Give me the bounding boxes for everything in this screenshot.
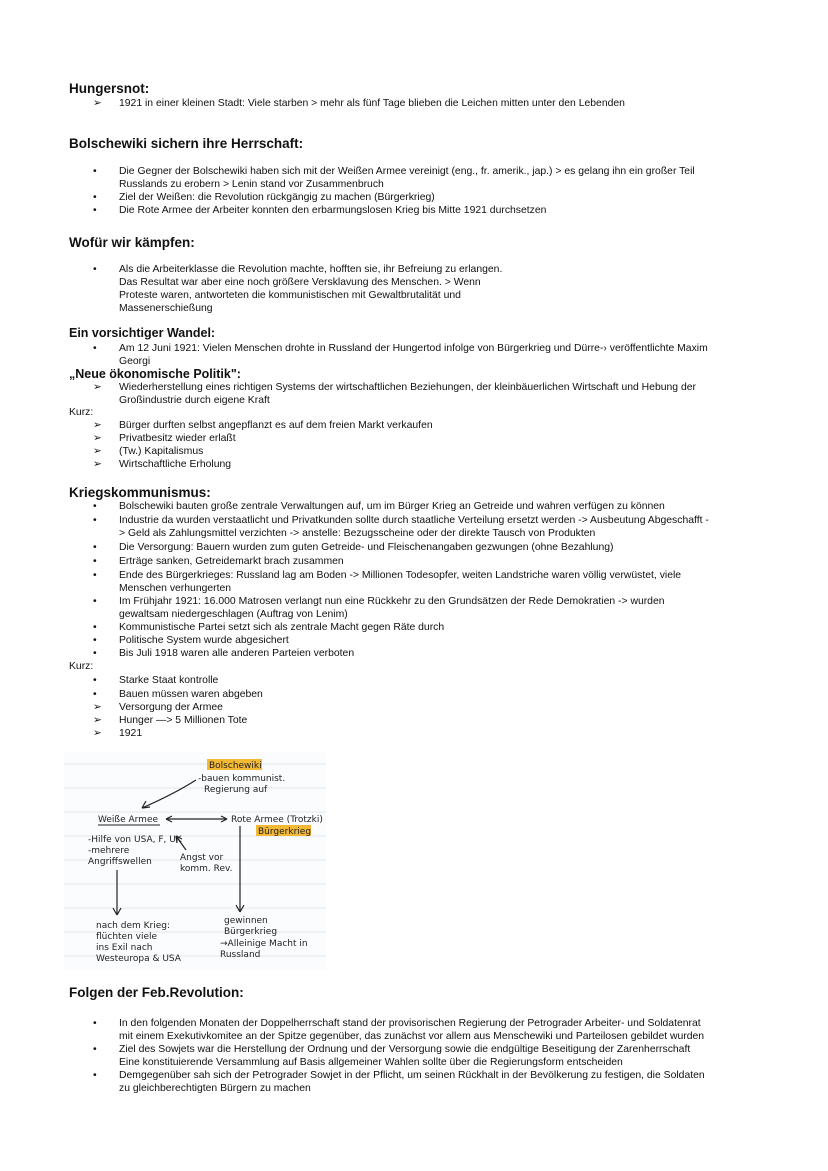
sketch-note: ins Exil nach: [96, 943, 153, 953]
bullet-icon: •: [93, 166, 97, 177]
heading-hungersnot: Hungersnot:: [69, 81, 150, 96]
heading-kriegskommunismus: Kriegskommunismus:: [69, 485, 211, 500]
sketch-note: Angriffswellen: [88, 857, 152, 867]
sketch-note: Russland: [220, 950, 261, 960]
sketch-note: -mehrere: [88, 846, 130, 856]
bullet-icon: •: [93, 343, 97, 354]
heading-nep: „Neue ökonomische Politik":: [69, 367, 241, 381]
heading-wandel: Ein vorsichtiger Wandel:: [69, 326, 216, 340]
bullet-icon: •: [93, 542, 97, 553]
bullet-icon: •: [93, 501, 97, 512]
arrow-bullet-icon: ➢: [93, 715, 102, 726]
arrow-bullet-icon: ➢: [93, 382, 102, 393]
arrow-bullet-icon: ➢: [93, 459, 102, 470]
sketch-rote-armee: Rote Armee (Trotzki): [231, 815, 323, 825]
sketch-bolschewiki: Bolschewiki: [209, 761, 262, 771]
bullet-icon: •: [93, 596, 97, 607]
bullet-icon: •: [93, 192, 97, 203]
arrow-bullet-icon: ➢: [93, 702, 102, 713]
sketch-note: komm. Rev.: [180, 864, 233, 874]
heading-wofuer: Wofür wir kämpfen:: [69, 235, 195, 250]
bullet-icon: •: [93, 205, 97, 216]
sketch-note: Regierung auf: [204, 785, 268, 795]
bullet-icon: •: [93, 1044, 97, 1055]
bullet-icon: •: [93, 689, 97, 700]
sketch-note: →Alleinige Macht in: [220, 939, 308, 949]
sketch-weisse-armee: Weiße Armee: [98, 815, 159, 825]
sketch-note: Bürgerkrieg: [224, 927, 278, 937]
bullet-icon: •: [93, 635, 97, 646]
bullet-icon: •: [93, 675, 97, 686]
bullet-icon: •: [93, 264, 97, 275]
arrow-bullet-icon: ➢: [93, 728, 102, 739]
kurz-label: Kurz:: [69, 661, 94, 672]
sketch-note: gewinnen: [224, 916, 268, 926]
handwritten-sketch: [64, 752, 326, 970]
sketch-note: -bauen kommunist.: [198, 774, 286, 784]
sketch-buergerkrieg: Bürgerkrieg: [258, 827, 312, 837]
bullet-icon: •: [93, 1070, 97, 1081]
bullet-icon: •: [93, 556, 97, 567]
heading-bolschewiki: Bolschewiki sichern ihre Herrschaft:: [69, 136, 304, 151]
sketch-note: Westeuropa & USA: [96, 954, 181, 964]
arrow-bullet-icon: ➢: [93, 98, 102, 109]
sketch-note: nach dem Krieg:: [96, 921, 170, 931]
arrow-bullet-icon: ➢: [93, 420, 102, 431]
bullet-icon: •: [93, 570, 97, 581]
bullet-icon: •: [93, 622, 97, 633]
arrow-bullet-icon: ➢: [93, 433, 102, 444]
arrow-bullet-icon: ➢: [93, 446, 102, 457]
kurz-label: Kurz:: [69, 407, 94, 418]
bullet-icon: •: [93, 515, 97, 526]
bullet-icon: •: [93, 648, 97, 659]
sketch-note: flüchten viele: [96, 932, 158, 942]
bullet-icon: •: [93, 1018, 97, 1029]
heading-folgen: Folgen der Feb.Revolution:: [69, 985, 244, 1000]
sketch-note: -Hilfe von USA, F, UK: [88, 835, 182, 845]
sketch-note: Angst vor: [180, 853, 224, 863]
